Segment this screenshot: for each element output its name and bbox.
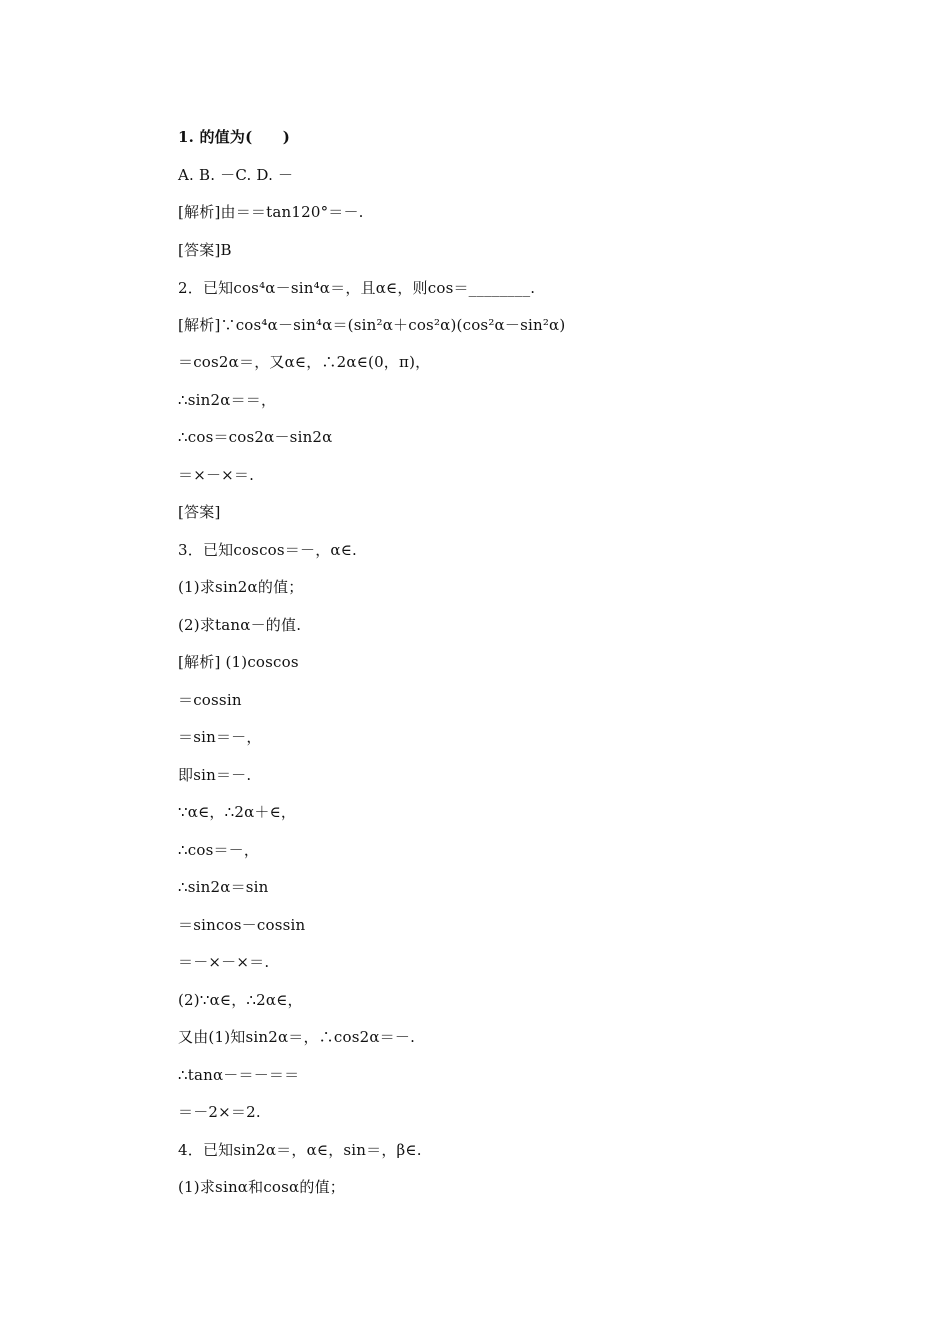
- question-3-analysis-line-9: ＝－×－×＝.: [178, 953, 270, 971]
- question-3-analysis-line-10: (2)∵α∈，∴2α∈，: [178, 991, 303, 1009]
- question-3-part-2: (2)求tanα－的值.: [178, 616, 302, 634]
- question-2-analysis-line-5: ＝×－×＝.: [178, 466, 255, 484]
- question-2-analysis-line-4: ∴cos＝cos2α－sin2α: [178, 428, 333, 446]
- question-3-part-1: (1)求sin2α的值；: [178, 578, 304, 596]
- question-3-analysis-line-2: ＝cossin: [178, 691, 242, 709]
- question-3-analysis-line-5: ∵α∈，∴2α＋∈，: [178, 803, 297, 821]
- question-1-analysis: [解析]由＝＝tan120°＝－.: [178, 203, 364, 221]
- question-3-stem: 3．已知coscos＝－，α∈.: [178, 541, 358, 559]
- question-3-analysis-line-13: ＝－2×＝2.: [178, 1103, 261, 1121]
- question-2-analysis-line-2: ＝cos2α＝，又α∈，∴2α∈(0，π)，: [178, 353, 431, 371]
- question-4-part-1: (1)求sinα和cosα的值；: [178, 1178, 345, 1196]
- question-3-analysis-line-4: 即sin＝－.: [178, 766, 252, 784]
- question-2-answer: [答案]: [178, 503, 221, 521]
- question-2-analysis-line-3: ∴sin2α＝＝，: [178, 391, 277, 409]
- question-3-analysis-line-8: ＝sincos－cossin: [178, 916, 306, 934]
- question-3-analysis-line-12: ∴tanα－＝－＝＝: [178, 1066, 300, 1084]
- question-2-analysis-line-1: [解析]∵cos⁴α－sin⁴α＝(sin²α＋cos²α)(cos²α－sin²α): [178, 316, 566, 334]
- question-3-analysis-line-11: 又由(1)知sin2α＝，∴cos2α＝－.: [178, 1028, 416, 1046]
- question-1-options: A. B. －C. D. －: [178, 166, 294, 184]
- question-3-analysis-line-6: ∴cos＝－，: [178, 841, 260, 859]
- question-4-stem: 4．已知sin2α＝，α∈，sin＝，β∈.: [178, 1141, 422, 1159]
- question-3-analysis-line-3: ＝sin＝－，: [178, 728, 262, 746]
- question-1-stem: 1. 的值为( ): [178, 128, 291, 146]
- question-1-answer: [答案]B: [178, 241, 232, 259]
- question-3-analysis-line-7: ∴sin2α＝sin: [178, 878, 269, 896]
- question-3-analysis-line-1: [解析] (1)coscos: [178, 653, 299, 671]
- question-2-stem: 2．已知cos⁴α－sin⁴α＝，且α∈，则cos＝________.: [178, 279, 536, 297]
